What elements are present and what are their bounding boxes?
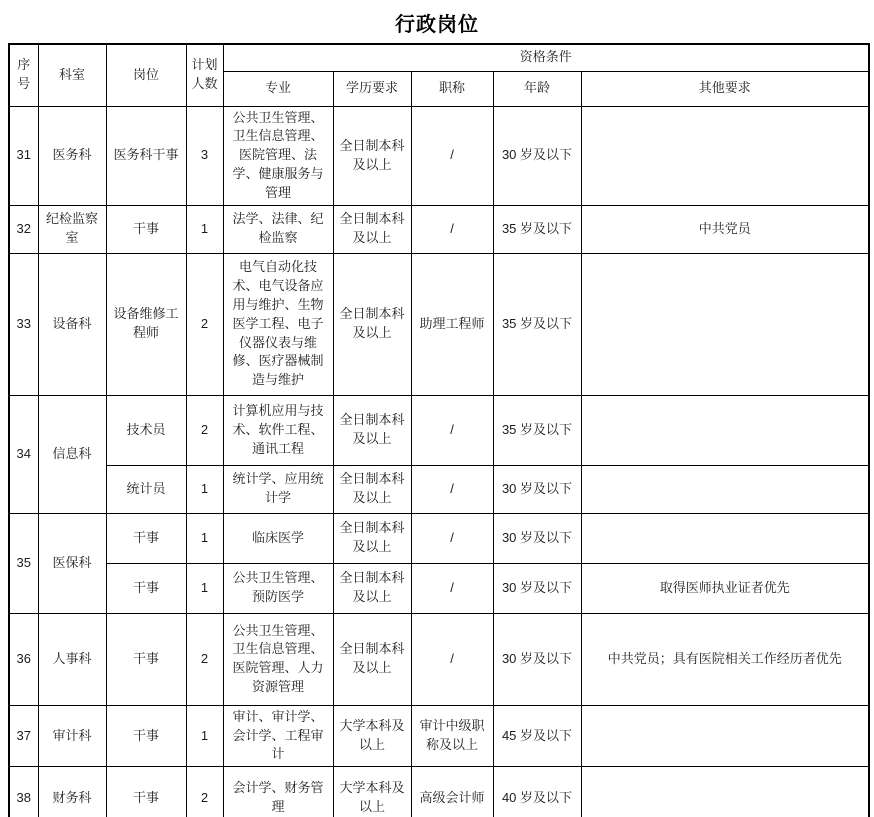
cell-title: / (411, 563, 493, 613)
header-no: 序号 (9, 44, 38, 106)
cell-major: 计算机应用与技术、软件工程、通讯工程 (223, 395, 333, 465)
cell-count: 1 (186, 563, 223, 613)
cell-count: 1 (186, 205, 223, 253)
table-row (9, 106, 869, 205)
cell-title: / (411, 106, 493, 205)
cell-no: 37 (9, 705, 38, 767)
cell-dept: 医保科 (38, 513, 106, 613)
header-edu: 学历要求 (333, 71, 411, 106)
cell-other (581, 513, 869, 563)
cell-edu: 大学本科及以上 (333, 767, 411, 817)
header-row-1 (9, 44, 869, 71)
cell-age: 35 岁及以下 (493, 205, 581, 253)
cell-age: 35 岁及以下 (493, 253, 581, 395)
table-row (9, 767, 869, 817)
cell-age: 30 岁及以下 (493, 106, 581, 205)
cell-edu: 全日制本科及以上 (333, 106, 411, 205)
cell-title: / (411, 205, 493, 253)
table-row (9, 563, 869, 613)
cell-dept: 人事科 (38, 613, 106, 705)
cell-count: 1 (186, 513, 223, 563)
cell-post: 干事 (106, 563, 186, 613)
cell-post: 干事 (106, 767, 186, 817)
recruitment-table (8, 43, 870, 817)
cell-post: 干事 (106, 513, 186, 563)
cell-edu: 全日制本科及以上 (333, 253, 411, 395)
cell-edu: 全日制本科及以上 (333, 395, 411, 465)
cell-other (581, 705, 869, 767)
cell-other (581, 395, 869, 465)
cell-other: 中共党员；具有医院相关工作经历者优先 (581, 613, 869, 705)
cell-other: 中共党员 (581, 205, 869, 253)
cell-dept: 医务科 (38, 106, 106, 205)
cell-title: / (411, 465, 493, 513)
cell-age: 40 岁及以下 (493, 767, 581, 817)
cell-dept: 财务科 (38, 767, 106, 817)
cell-count: 2 (186, 395, 223, 465)
cell-count: 2 (186, 253, 223, 395)
header-dept: 科室 (38, 44, 106, 106)
cell-post: 技术员 (106, 395, 186, 465)
cell-title: / (411, 513, 493, 563)
cell-edu: 大学本科及以上 (333, 705, 411, 767)
header-qualification: 资格条件 (223, 44, 869, 71)
header-post: 岗位 (106, 44, 186, 106)
cell-post: 干事 (106, 613, 186, 705)
cell-other (581, 767, 869, 817)
cell-title: 审计中级职称及以上 (411, 705, 493, 767)
cell-title: 高级会计师 (411, 767, 493, 817)
cell-post: 统计员 (106, 465, 186, 513)
header-other: 其他要求 (581, 71, 869, 106)
cell-title: / (411, 613, 493, 705)
table-row (9, 513, 869, 563)
cell-age: 30 岁及以下 (493, 563, 581, 613)
header-major: 专业 (223, 71, 333, 106)
cell-other (581, 465, 869, 513)
cell-no: 36 (9, 613, 38, 705)
cell-other (581, 106, 869, 205)
cell-major: 审计、审计学、会计学、工程审计 (223, 705, 333, 767)
cell-edu: 全日制本科及以上 (333, 205, 411, 253)
cell-count: 2 (186, 613, 223, 705)
cell-post: 干事 (106, 205, 186, 253)
cell-major: 电气自动化技术、电气设备应用与维护、生物医学工程、电子仪器仪表与维修、医疗器械制造与维护 (223, 253, 333, 395)
cell-dept: 信息科 (38, 395, 106, 513)
header-count: 计划人数 (186, 44, 223, 106)
cell-major: 统计学、应用统计学 (223, 465, 333, 513)
table-row (9, 253, 869, 395)
cell-dept: 审计科 (38, 705, 106, 767)
cell-no: 31 (9, 106, 38, 205)
header-title: 职称 (411, 71, 493, 106)
table-row (9, 613, 869, 705)
cell-other (581, 253, 869, 395)
cell-title: 助理工程师 (411, 253, 493, 395)
cell-post: 干事 (106, 705, 186, 767)
header-age: 年龄 (493, 71, 581, 106)
cell-major: 公共卫生管理、卫生信息管理、医院管理、法学、健康服务与管理 (223, 106, 333, 205)
cell-major: 会计学、财务管理 (223, 767, 333, 817)
cell-post: 医务科干事 (106, 106, 186, 205)
cell-age: 30 岁及以下 (493, 465, 581, 513)
cell-no: 38 (9, 767, 38, 817)
cell-major: 公共卫生管理、预防医学 (223, 563, 333, 613)
cell-dept: 纪检监察室 (38, 205, 106, 253)
cell-count: 1 (186, 465, 223, 513)
cell-edu: 全日制本科及以上 (333, 513, 411, 563)
cell-age: 45 岁及以下 (493, 705, 581, 767)
cell-major: 法学、法律、纪检监察 (223, 205, 333, 253)
cell-edu: 全日制本科及以上 (333, 465, 411, 513)
cell-age: 30 岁及以下 (493, 513, 581, 563)
cell-major: 公共卫生管理、卫生信息管理、医院管理、人力资源管理 (223, 613, 333, 705)
cell-other: 取得医师执业证者优先 (581, 563, 869, 613)
cell-edu: 全日制本科及以上 (333, 563, 411, 613)
cell-no: 35 (9, 513, 38, 613)
cell-count: 2 (186, 767, 223, 817)
cell-title: / (411, 395, 493, 465)
cell-dept: 设备科 (38, 253, 106, 395)
table-row (9, 705, 869, 767)
cell-post: 设备维修工程师 (106, 253, 186, 395)
table-row (9, 465, 869, 513)
cell-count: 3 (186, 106, 223, 205)
page-title: 行政岗位 (395, 14, 479, 36)
table-row (9, 205, 869, 253)
table-row (9, 395, 869, 465)
cell-age: 30 岁及以下 (493, 613, 581, 705)
cell-no: 33 (9, 253, 38, 395)
cell-edu: 全日制本科及以上 (333, 613, 411, 705)
cell-major: 临床医学 (223, 513, 333, 563)
cell-no: 32 (9, 205, 38, 253)
cell-no: 34 (9, 395, 38, 513)
cell-age: 35 岁及以下 (493, 395, 581, 465)
cell-count: 1 (186, 705, 223, 767)
